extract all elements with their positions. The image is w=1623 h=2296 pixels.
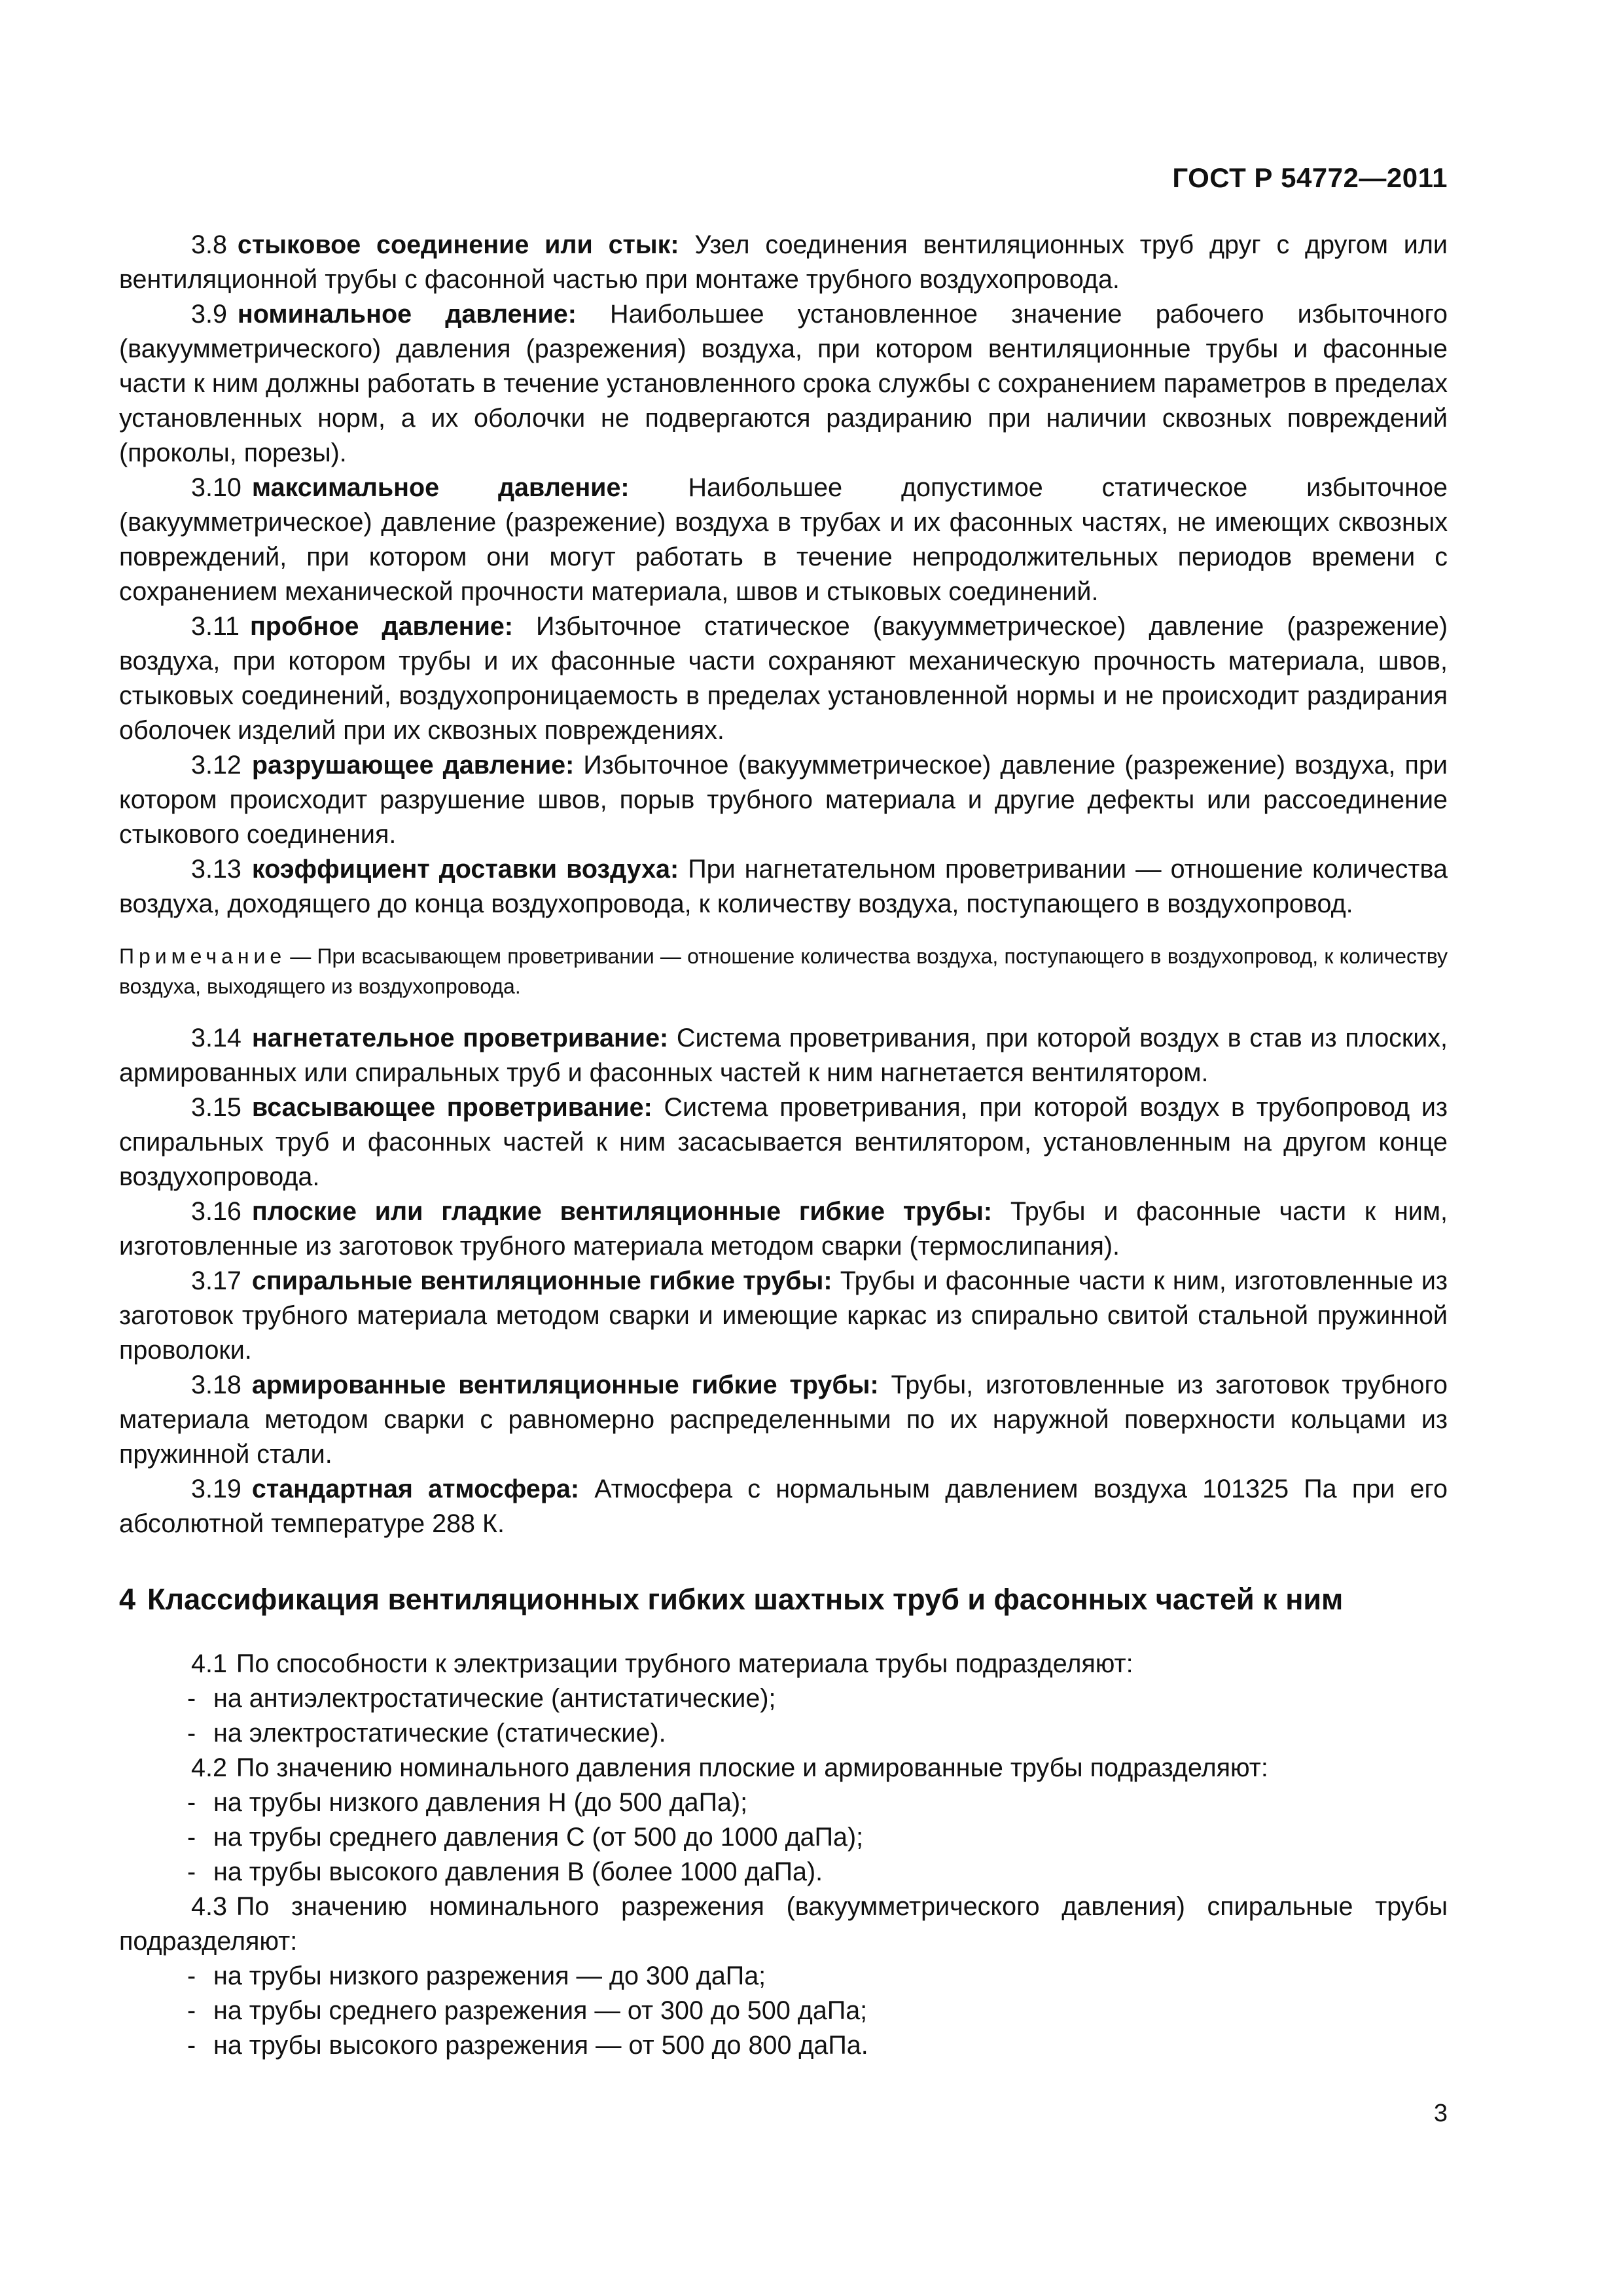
clause-text: По значению номинального давления плоские и армированные трубы подразделяют: [236,1753,1268,1782]
term-definition: Наибольшее допустимое статическое избыточное (вакуумметрическое) давление (разрежение) воздуха в трубах и их фасонных частях, не имеющих сквозных повреждений, при котором они могут работать в течение непродолжительных периодов времени с сохранением механической прочности материала, швов и стыковых соединений. [119,473,1448,606]
term-name: максимальное давление: [251,473,630,502]
list-item-text: на антиэлектростатические (антистатические); [213,1684,776,1713]
list-item [119,1855,1448,1890]
term-name: спиральные вентиляционные гибкие трубы: [251,1266,832,1295]
term-definition: Система проветривания, при которой воздух в став из плоских, армированных или спиральных труб и фасонных частей к ним нагнетается вентилятором. [119,1024,1448,1087]
term-definition: При нагнетательном проветривании — отношение количества воздуха, доходящего до конца воздухопровода, к количеству воздуха, поступающего в воздухопровод. [119,855,1448,918]
document-header: ГОСТ Р 54772—2011 [1172,162,1448,193]
note-label: Примечание [119,944,287,968]
term-definition: Избыточное (вакуумметрическое) давление (разрежение) воздуха, при котором происходит разрушение швов, порыв трубного материала и другие дефекты или рассоединение стыкового соединения. [119,751,1448,849]
term-number: 3.12 [191,751,241,780]
term-name: разрушающее давление: [251,751,575,780]
list-item [119,1681,1448,1716]
term-number: 3.8 [191,230,227,259]
section-title: Классификация вентиляционных гибких шахтных труб и фасонных частей к ним [147,1583,1344,1616]
term-definition: Узел соединения вентиляционных труб друг с другом или вентиляционной трубы с фасонной частью при монтаже трубного воздухопровода. [119,230,1448,294]
term-number: 3.19 [191,1475,241,1503]
document-body [119,228,1448,2063]
list-item-text: на трубы среднего давления С (от 500 до 1000 даПа); [213,1823,864,1852]
list-dash: - [187,1962,196,1990]
term-name: всасывающее проветривание: [251,1093,652,1122]
term-definition: Трубы и фасонные части к ним, изготовленные из заготовок трубного материала методом сварки и имеющие каркас из спирально свитой стальной пружинной проволоки. [119,1266,1448,1365]
term-definition: Трубы, изготовленные из заготовок трубного материала методом сварки с равномерно распределенными по их наружной поверхности кольцами из пружинной стали. [119,1371,1448,1469]
clause-4-1 [119,1647,1448,1681]
term-number: 3.14 [191,1024,241,1052]
list-dash: - [187,1996,196,2025]
term-number: 3.13 [191,855,241,884]
term-number: 3.15 [191,1093,241,1122]
term-name: армированные вентиляционные гибкие трубы: [251,1371,879,1399]
term-3-9 [119,297,1448,471]
list-dash: - [187,2031,196,2060]
term-number: 3.18 [191,1371,241,1399]
term-name: номинальное давление: [237,300,577,329]
clause-text: По значению номинального разрежения (вакуумметрического давления) спиральные трубы подразделяют: [119,1892,1448,1956]
term-3-18 [119,1368,1448,1472]
term-3-19 [119,1472,1448,1541]
term-definition: Система проветривания, при которой воздух в трубопровод из спиральных труб и фасонных частей к ним засасывается вентилятором, установленным на другом конце воздухопровода. [119,1093,1448,1191]
list-item-text: на трубы низкого разрежения — до 300 даПа; [213,1962,766,1990]
list-item-text: на трубы высокого давления В (более 1000 даПа). [213,1857,823,1886]
term-3-17 [119,1264,1448,1368]
term-name: стандартная атмосфера: [251,1475,579,1503]
term-3-13 [119,852,1448,922]
clause-text: По способности к электризации трубного материала трубы подразделяют: [236,1649,1133,1678]
term-definition: Избыточное статическое (вакуумметрическое) давление (разрежение) воздуха, при котором трубы и их фасонные части сохраняют механическую прочность материала, швов, стыковых соединений, воздухопроницаемость в пределах установленной нормы и не происходит раздирания оболочек изделий при их сквозных повреждениях. [119,612,1448,745]
term-number: 3.11 [191,612,240,641]
page-number: 3 [1433,2100,1448,2127]
term-definition: Наибольшее установленное значение рабочего избыточного (вакуумметрического) давления (разрежения) воздуха, при котором вентиляционные трубы и фасонные части к ним должны работать в течение установленного срока службы с сохранением параметров в пределах установленных норм, а их оболочки не подвергаются раздиранию при наличии сквозных повреждений (проколы, порезы). [119,300,1448,467]
term-definition: Атмосфера с нормальным давлением воздуха 101325 Па при его абсолютной температуре 288 К. [119,1475,1448,1538]
list-item [119,1785,1448,1820]
term-name: нагнетательное проветривание: [251,1024,669,1052]
clause-4-3 [119,1890,1448,1959]
term-3-15 [119,1090,1448,1194]
term-definition: Трубы и фасонные части к ним, изготовленные из заготовок трубного материала методом сварки (термослипания). [119,1197,1448,1261]
term-number: 3.16 [191,1197,241,1226]
clause-number: 4.3 [191,1892,227,1921]
list-item-text: на трубы высокого разрежения — от 500 до 800 даПа. [213,2031,868,2060]
term-number: 3.10 [191,473,241,502]
term-name: пробное давление: [249,612,514,641]
term-3-8 [119,228,1448,297]
note-text: — При всасывающем проветривании — отношение количества воздуха, поступающего в воздухопровод, к количеству воздуха, выходящего из воздухопровода. [119,944,1448,998]
list-item [119,1716,1448,1751]
term-number: 3.17 [191,1266,241,1295]
term-name: коэффициент доставки воздуха: [251,855,679,884]
list-item-text: на электростатические (статические). [213,1719,666,1748]
list-dash: - [187,1719,196,1748]
list-item [119,1959,1448,1994]
term-name: плоские или гладкие вентиляционные гибкие трубы: [251,1197,993,1226]
clause-number: 4.1 [191,1649,227,1678]
term-3-14 [119,1021,1448,1090]
section-4-heading [119,1581,1448,1618]
term-name: стыковое соединение или стык: [237,230,679,259]
clause-number: 4.2 [191,1753,227,1782]
term-3-12 [119,748,1448,852]
list-item-text: на трубы среднего разрежения — от 300 до 500 даПа; [213,1996,868,2025]
list-dash: - [187,1823,196,1852]
list-dash: - [187,1788,196,1817]
clause-4-2 [119,1751,1448,1785]
list-dash: - [187,1857,196,1886]
term-3-10 [119,471,1448,609]
list-dash: - [187,1684,196,1713]
list-item-text: на трубы низкого давления Н (до 500 даПа); [213,1788,748,1817]
term-3-11 [119,609,1448,748]
list-item [119,1994,1448,2028]
note [119,941,1448,1001]
term-3-16 [119,1194,1448,1264]
section-number: 4 [119,1583,136,1616]
term-number: 3.9 [191,300,227,329]
list-item [119,1820,1448,1855]
list-item [119,2028,1448,2063]
